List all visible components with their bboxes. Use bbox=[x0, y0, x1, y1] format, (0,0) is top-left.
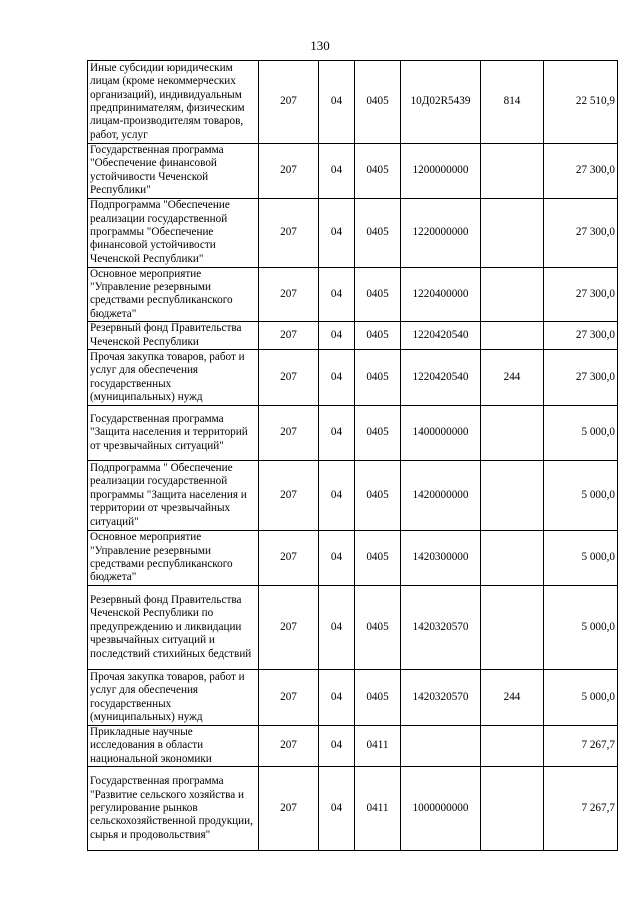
expense-type-code bbox=[481, 322, 544, 350]
section-code: 04 bbox=[319, 531, 355, 586]
amount: 27 300,0 bbox=[544, 322, 618, 350]
row-name: Прикладные научные исследования в области национальной экономики bbox=[88, 726, 259, 767]
row-name: Государственная программа "Защита населения и территорий от чрезвычайных ситуаций" bbox=[88, 406, 259, 461]
table-row bbox=[88, 406, 618, 461]
table-row bbox=[88, 61, 618, 144]
amount: 5 000,0 bbox=[544, 531, 618, 586]
target-article-code: 10Д02R5439 bbox=[401, 61, 481, 144]
subsection-code: 0411 bbox=[355, 726, 401, 767]
subsection-code: 0405 bbox=[355, 350, 401, 406]
expense-type-code bbox=[481, 406, 544, 461]
table-row bbox=[88, 198, 618, 267]
target-article-code: 1220400000 bbox=[401, 267, 481, 322]
section-code: 04 bbox=[319, 144, 355, 199]
ministry-code: 207 bbox=[259, 350, 319, 406]
table-row bbox=[88, 350, 618, 406]
target-article-code: 1220420540 bbox=[401, 322, 481, 350]
target-article-code: 1200000000 bbox=[401, 144, 481, 199]
ministry-code: 207 bbox=[259, 61, 319, 144]
expense-type-code bbox=[481, 586, 544, 670]
amount: 7 267,7 bbox=[544, 726, 618, 767]
ministry-code: 207 bbox=[259, 322, 319, 350]
target-article-code bbox=[401, 726, 481, 767]
table-row bbox=[88, 767, 618, 851]
target-article-code: 1400000000 bbox=[401, 406, 481, 461]
table-row bbox=[88, 586, 618, 670]
budget-table-body bbox=[88, 61, 618, 851]
section-code: 04 bbox=[319, 406, 355, 461]
section-code: 04 bbox=[319, 322, 355, 350]
subsection-code: 0405 bbox=[355, 670, 401, 726]
target-article-code: 1420320570 bbox=[401, 670, 481, 726]
ministry-code: 207 bbox=[259, 767, 319, 851]
section-code: 04 bbox=[319, 198, 355, 267]
expense-type-code bbox=[481, 726, 544, 767]
ministry-code: 207 bbox=[259, 144, 319, 199]
table-row bbox=[88, 322, 618, 350]
section-code: 04 bbox=[319, 350, 355, 406]
target-article-code: 1000000000 bbox=[401, 767, 481, 851]
expense-type-code bbox=[481, 767, 544, 851]
section-code: 04 bbox=[319, 767, 355, 851]
subsection-code: 0405 bbox=[355, 531, 401, 586]
subsection-code: 0411 bbox=[355, 767, 401, 851]
expense-type-code: 244 bbox=[481, 670, 544, 726]
ministry-code: 207 bbox=[259, 198, 319, 267]
amount: 5 000,0 bbox=[544, 461, 618, 531]
expense-type-code bbox=[481, 267, 544, 322]
table-row bbox=[88, 531, 618, 586]
expense-type-code bbox=[481, 144, 544, 199]
page-number: 130 bbox=[310, 38, 330, 53]
row-name: Прочая закупка товаров, работ и услуг для обеспечения государственных (муниципальных) нужд bbox=[88, 670, 259, 726]
ministry-code: 207 bbox=[259, 267, 319, 322]
subsection-code: 0405 bbox=[355, 461, 401, 531]
ministry-code: 207 bbox=[259, 670, 319, 726]
ministry-code: 207 bbox=[259, 726, 319, 767]
amount: 27 300,0 bbox=[544, 267, 618, 322]
row-name: Подпрограмма "Обеспечение реализации государственной программы "Обеспечение финансовой устойчивости Чеченской Республики" bbox=[88, 198, 259, 267]
amount: 5 000,0 bbox=[544, 406, 618, 461]
section-code: 04 bbox=[319, 267, 355, 322]
row-name: Основное мероприятие "Управление резервными средствами республиканского бюджета" bbox=[88, 531, 259, 586]
amount: 27 300,0 bbox=[544, 350, 618, 406]
amount: 5 000,0 bbox=[544, 586, 618, 670]
subsection-code: 0405 bbox=[355, 198, 401, 267]
subsection-code: 0405 bbox=[355, 322, 401, 350]
target-article-code: 1420320570 bbox=[401, 586, 481, 670]
row-name: Государственная программа "Развитие сельского хозяйства и регулирование рынков сельскохозяйственной продукции, сырья и продовольствия" bbox=[88, 767, 259, 851]
expense-type-code bbox=[481, 198, 544, 267]
row-name: Иные субсидии юридическим лицам (кроме некоммерческих организаций), индивидуальным предпринимателям, физическим лицам-производителям товаров, работ, услуг bbox=[88, 61, 259, 144]
expense-type-code: 244 bbox=[481, 350, 544, 406]
table-row bbox=[88, 461, 618, 531]
subsection-code: 0405 bbox=[355, 406, 401, 461]
section-code: 04 bbox=[319, 61, 355, 144]
budget-table bbox=[87, 60, 618, 851]
ministry-code: 207 bbox=[259, 461, 319, 531]
row-name: Основное мероприятие "Управление резервными средствами республиканского бюджета" bbox=[88, 267, 259, 322]
row-name: Государственная программа "Обеспечение финансовой устойчивости Чеченской Республики" bbox=[88, 144, 259, 199]
expense-type-code bbox=[481, 461, 544, 531]
target-article-code: 1220420540 bbox=[401, 350, 481, 406]
table-row bbox=[88, 144, 618, 199]
subsection-code: 0405 bbox=[355, 61, 401, 144]
amount: 22 510,9 bbox=[544, 61, 618, 144]
ministry-code: 207 bbox=[259, 406, 319, 461]
row-name: Резервный фонд Правительства Чеченской Республики по предупреждению и ликвидации чрезвычайных ситуаций и последствий стихийных бедствий bbox=[88, 586, 259, 670]
row-name: Резервный фонд Правительства Чеченской Республики bbox=[88, 322, 259, 350]
row-name: Прочая закупка товаров, работ и услуг для обеспечения государственных (муниципальных) нужд bbox=[88, 350, 259, 406]
subsection-code: 0405 bbox=[355, 586, 401, 670]
target-article-code: 1420000000 bbox=[401, 461, 481, 531]
amount: 5 000,0 bbox=[544, 670, 618, 726]
amount: 27 300,0 bbox=[544, 198, 618, 267]
table-row bbox=[88, 267, 618, 322]
ministry-code: 207 bbox=[259, 586, 319, 670]
table-row bbox=[88, 670, 618, 726]
section-code: 04 bbox=[319, 586, 355, 670]
table-row bbox=[88, 726, 618, 767]
section-code: 04 bbox=[319, 726, 355, 767]
amount: 27 300,0 bbox=[544, 144, 618, 199]
row-name: Подпрограмма " Обеспечение реализации государственной программы "Защита населения и территории от чрезвычайных ситуаций" bbox=[88, 461, 259, 531]
expense-type-code: 814 bbox=[481, 61, 544, 144]
expense-type-code bbox=[481, 531, 544, 586]
section-code: 04 bbox=[319, 461, 355, 531]
section-code: 04 bbox=[319, 670, 355, 726]
target-article-code: 1420300000 bbox=[401, 531, 481, 586]
subsection-code: 0405 bbox=[355, 144, 401, 199]
ministry-code: 207 bbox=[259, 531, 319, 586]
subsection-code: 0405 bbox=[355, 267, 401, 322]
amount: 7 267,7 bbox=[544, 767, 618, 851]
target-article-code: 1220000000 bbox=[401, 198, 481, 267]
